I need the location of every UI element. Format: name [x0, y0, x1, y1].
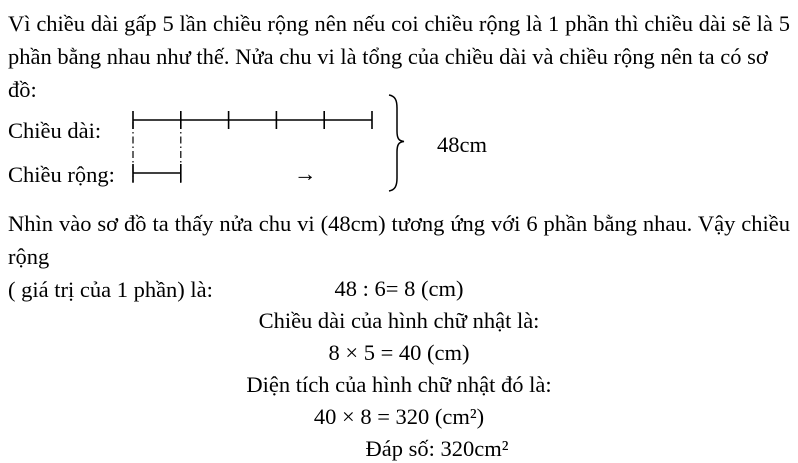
explanation-line-1: Nhìn vào sơ đồ ta thấy nửa chu vi (48cm) tương ứng với 6 phần bằng nhau. Vậy chiều rộng	[8, 211, 790, 269]
intro-line-2: phần bằng nhau như thế. Nửa chu vi là tổng của chiều dài và chiều rộng nên ta có sơ đồ:	[8, 44, 768, 102]
solution-final-answer: Đáp số: 320cm²	[365, 436, 509, 461]
solution-caption-area: Diện tích của hình chữ nhật đó là:	[246, 372, 552, 397]
solution-equation-width: 48 : 6= 8 (cm)	[334, 276, 464, 301]
solution-caption-length: Chiều dài của hình chữ nhật là:	[258, 308, 540, 333]
explanation-line-2: ( giá trị của 1 phần) là:	[8, 277, 213, 302]
intro-line-1: Vì chiều dài gấp 5 lần chiều rộng nên nếu coi chiều rộng là 1 phần thì chiều dài sẽ là 5	[8, 11, 790, 36]
length-label: Chiều dài:	[8, 118, 102, 143]
solution-block	[0, 273, 798, 463]
width-label: Chiều rộng:	[8, 162, 115, 187]
solution-equation-area: 40 × 8 = 320 (cm²)	[313, 404, 485, 429]
curly-brace-icon	[389, 95, 404, 191]
solution-equation-length: 8 × 5 = 40 (cm)	[328, 340, 470, 365]
arrow-icon: →	[294, 161, 317, 186]
half-perimeter-value: 48cm	[437, 132, 487, 157]
